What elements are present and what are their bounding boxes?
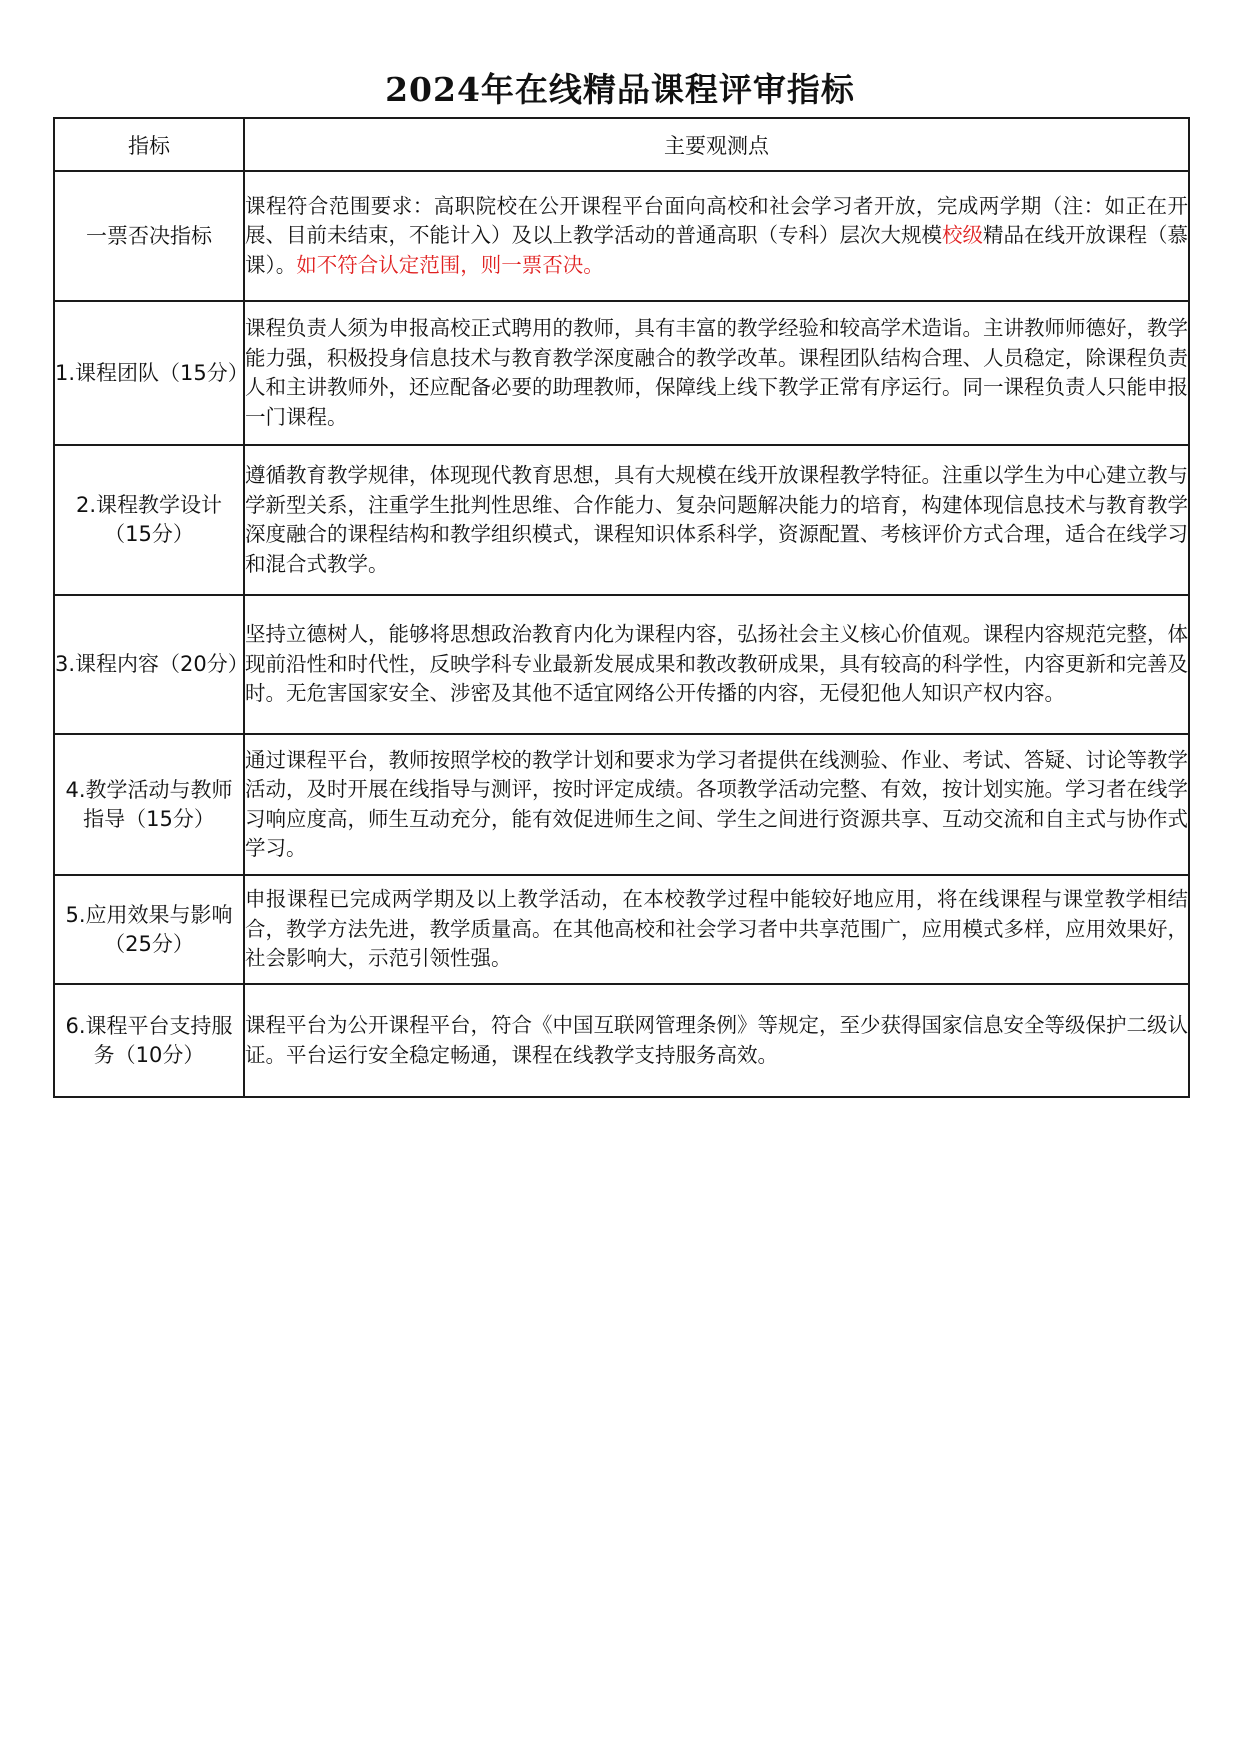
observation-cell: 坚持立德树人，能够将思想政治教育内化为课程内容，弘扬社会主义核心价值观。课程内容规范完整，体现前沿性和时代性，反映学科专业最新发展成果和教改教研成果，具有较高的科学性，内容更新和完善及时。无危害国家安全、涉密及其他不适宜网络公开传播的内容，无侵犯他人知识产权内容。 xyxy=(244,595,1189,734)
criteria-table xyxy=(53,117,1190,1098)
veto-highlight-rule: 如不符合认定范围，则一票否决。 xyxy=(296,252,604,277)
observation-cell: 课程平台为公开课程平台，符合《中国互联网管理条例》等规定，至少获得国家信息安全等级保护二级认证。平台运行安全稳定畅通，课程在线教学支持服务高效。 xyxy=(244,984,1189,1097)
observation-cell: 申报课程已完成两学期及以上教学活动，在本校教学过程中能较好地应用，将在线课程与课堂教学相结合，教学方法先进，教学质量高。在其他高校和社会学习者中共享范围广，应用模式多样，应用效果好，社会影响大，示范引领性强。 xyxy=(244,875,1189,984)
indicator-cell: 5.应用效果与影响（25分） xyxy=(54,875,244,984)
page-title: 2024年在线精品课程评审指标 xyxy=(385,70,855,109)
veto-text-part2: 精品在线开放课程（慕课）。 xyxy=(245,223,1188,277)
table-row xyxy=(54,984,1189,1097)
table-row xyxy=(54,734,1189,875)
table-row xyxy=(54,171,1189,301)
table-row xyxy=(54,595,1189,734)
observation-cell: 通过课程平台，教师按照学校的教学计划和要求为学习者提供在线测验、作业、考试、答疑、讨论等教学活动，及时开展在线指导与测评，按时评定成绩。各项教学活动完整、有效，按计划实施。学习者在线学习响应度高，师生互动充分，能有效促进师生之间、学生之间进行资源共享、互动交流和自主式与协作式学习。 xyxy=(244,734,1189,875)
observation-cell: 遵循教育教学规律，体现现代教育思想，具有大规模在线开放课程教学特征。注重以学生为中心建立教与学新型关系，注重学生批判性思维、合作能力、复杂问题解决能力的培育，构建体现信息技术与教育教学深度融合的课程结构和教学组织模式，课程知识体系科学，资源配置、考核评价方式合理，适合在线学习和混合式教学。 xyxy=(244,445,1189,595)
indicator-cell: 4.教学活动与教师指导（15分） xyxy=(54,734,244,875)
table-row xyxy=(54,301,1189,445)
table-row xyxy=(54,445,1189,595)
indicator-cell: 2.课程教学设计（15分） xyxy=(54,445,244,595)
observation-cell xyxy=(244,171,1189,301)
veto-highlight-level: 校级 xyxy=(942,223,983,248)
table-row xyxy=(54,875,1189,984)
indicator-cell: 一票否决指标 xyxy=(54,171,244,301)
indicator-cell: 6.课程平台支持服务（10分） xyxy=(54,984,244,1097)
observation-cell: 课程负责人须为申报高校正式聘用的教师，具有丰富的教学经验和较高学术造诣。主讲教师师德好，教学能力强，积极投身信息技术与教育教学深度融合的教学改革。课程团队结构合理、人员稳定，除课程负责人和主讲教师外，还应配备必要的助理教师，保障线上线下教学正常有序运行。同一课程负责人只能申报一门课程。 xyxy=(244,301,1189,445)
header-row xyxy=(54,118,1189,171)
indicator-cell: 3.课程内容（20分） xyxy=(54,595,244,734)
header-observation-points: 主要观测点 xyxy=(244,118,1189,171)
veto-text-part1: 课程符合范围要求：高职院校在公开课程平台面向高校和社会学习者开放，完成两学期（注：如正在开展、目前未结束，不能计入）及以上教学活动的普通高职（专科）层次大规模 xyxy=(245,193,1188,248)
indicator-cell: 1.课程团队（15分） xyxy=(54,301,244,445)
header-indicator: 指标 xyxy=(54,118,244,171)
